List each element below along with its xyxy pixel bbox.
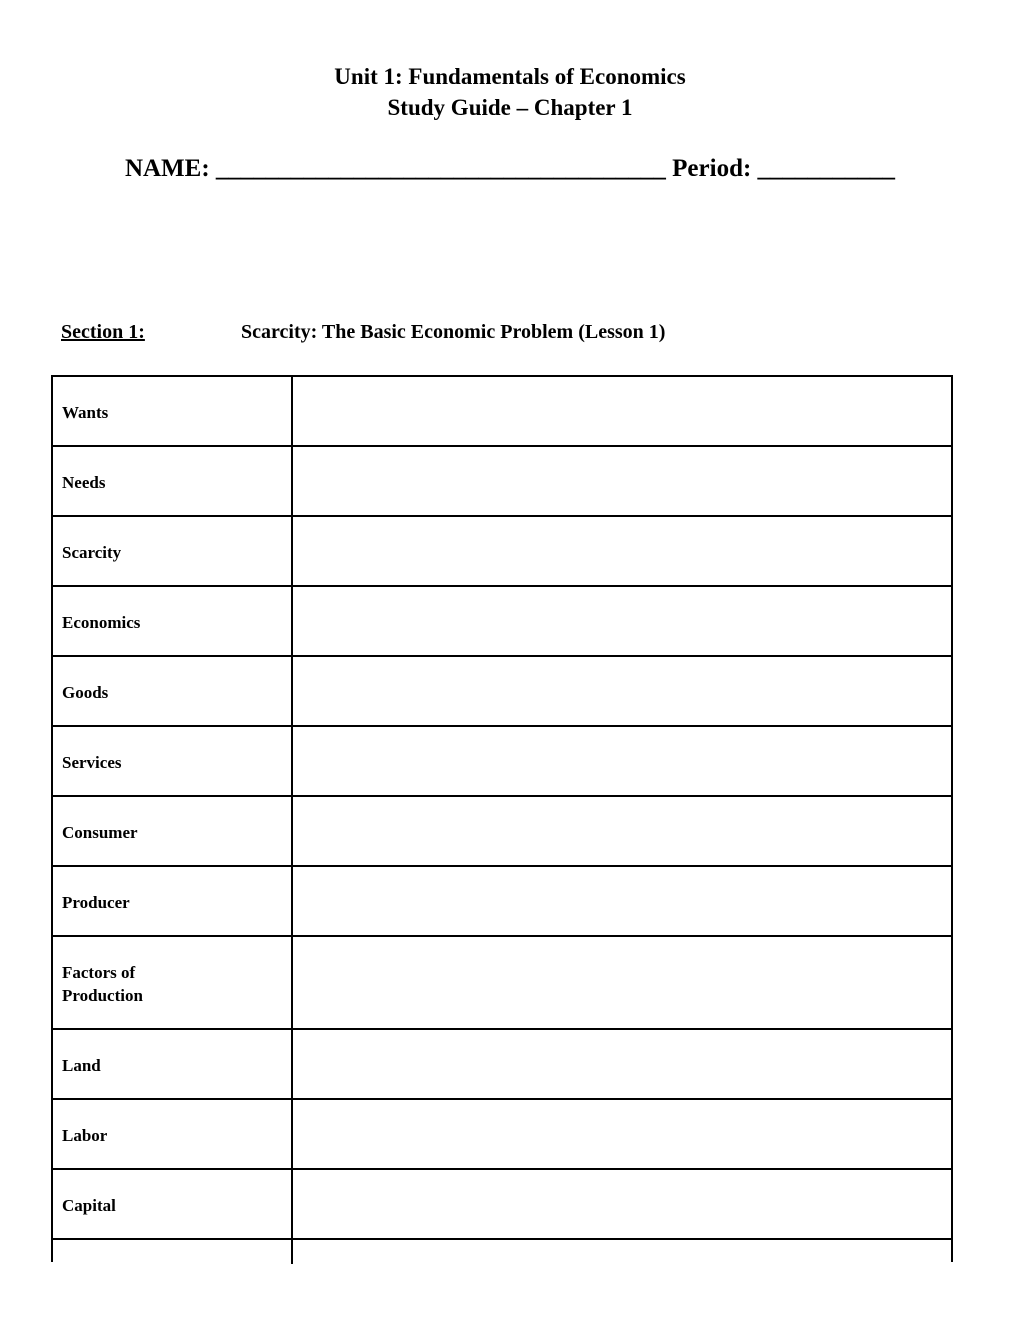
document-title: Unit 1: Fundamentals of Economics [334,64,686,89]
vocabulary-table [51,375,953,1262]
name-period-line: NAME: ____________________________________ Period: ___________ [124,155,896,182]
table-row [53,1030,953,1100]
document-subtitle: Study Guide – Chapter 1 [387,95,633,120]
term-cell: Economics [53,587,293,655]
table-row [53,1170,953,1240]
definition-cell[interactable] [293,657,953,725]
section-title: Scarcity: The Basic Economic Problem (Lesson 1) [241,321,666,343]
definition-cell[interactable] [293,797,953,865]
section-label: Section 1: [61,321,145,343]
definition-cell[interactable] [293,587,953,655]
term-cell: Wants [53,377,293,445]
term-cell: Factors of Production [53,937,293,1028]
term-cell: Goods [53,657,293,725]
table-row [53,587,953,657]
term-cell: Consumer [53,797,293,865]
definition-cell[interactable] [293,867,953,935]
definition-cell[interactable] [293,1100,953,1168]
table-row-continued [53,1240,953,1262]
table-row [53,1100,953,1170]
definition-cell[interactable] [293,1240,953,1262]
table-row [53,377,953,447]
term-cell-empty [53,1240,293,1264]
definition-cell[interactable] [293,1030,953,1098]
definition-cell[interactable] [293,447,953,515]
term-cell: Needs [53,447,293,515]
term-cell: Land [53,1030,293,1098]
table-row [53,937,953,1030]
definition-cell[interactable] [293,517,953,585]
term-cell: Capital [53,1170,293,1238]
table-row [53,517,953,587]
table-row [53,657,953,727]
term-cell: Scarcity [53,517,293,585]
definition-cell[interactable] [293,937,953,1028]
table-row [53,727,953,797]
term-cell: Labor [53,1100,293,1168]
table-row [53,797,953,867]
term-cell: Services [53,727,293,795]
table-row [53,867,953,937]
term-cell: Producer [53,867,293,935]
definition-cell[interactable] [293,1170,953,1238]
definition-cell[interactable] [293,727,953,795]
table-row [53,447,953,517]
definition-cell[interactable] [293,377,953,445]
